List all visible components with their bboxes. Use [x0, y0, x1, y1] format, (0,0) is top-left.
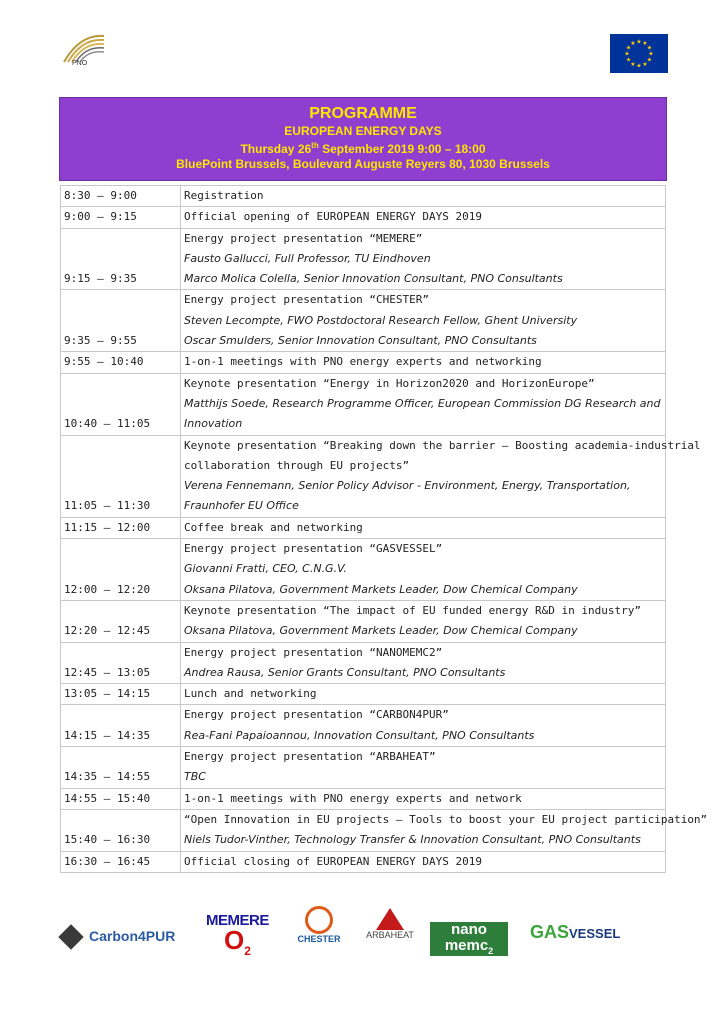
session-title: Energy project presentation “MEMERE”: [184, 231, 423, 245]
session-title: collaboration through EU projects”: [184, 458, 410, 472]
session-title: Registration: [184, 189, 264, 202]
schedule-description: [181, 851, 666, 872]
partner-logos: [0, 900, 720, 970]
eu-star-icon: ★: [642, 60, 648, 68]
schedule-time: 16:30 – 16:45: [61, 851, 181, 872]
schedule-description: [181, 705, 666, 747]
schedule-time: 13:05 – 14:15: [61, 684, 181, 705]
schedule-time: 9:35 – 9:55: [61, 290, 181, 352]
schedule-description: [181, 228, 666, 290]
schedule-time: 10:40 – 11:05: [61, 373, 181, 435]
schedule-description: [181, 352, 666, 373]
schedule-row: [61, 705, 666, 747]
speaker-line: Oksana Pilatova, Government Markets Leader, Dow Chemical Company: [184, 582, 578, 596]
speaker-line: Verena Fennemann, Senior Policy Advisor - Environment, Energy, Transportation,: [184, 479, 631, 493]
session-title: Lunch and networking: [184, 687, 317, 701]
speaker-line: Giovanni Fratti, CEO, C.N.G.V.: [184, 562, 347, 576]
speaker-line: Rea-Fani Papaioannou, Innovation Consultant, PNO Consultants: [184, 728, 535, 742]
carbon4pur-diamond-icon: [58, 925, 83, 950]
schedule-row: [61, 747, 666, 789]
eu-star-icon: ★: [630, 60, 636, 68]
schedule-description: [181, 517, 666, 538]
schedule-row: [61, 684, 666, 705]
eu-star-icon: ★: [625, 56, 632, 64]
schedule-time: 9:15 – 9:35: [61, 228, 181, 290]
schedule-description: [181, 290, 666, 352]
schedule-row: [61, 207, 666, 228]
schedule-description: [181, 207, 666, 228]
schedule-time: 14:15 – 14:35: [61, 705, 181, 747]
arbaheat-logo-text: ARBAHEAT: [366, 930, 414, 940]
session-title: Official opening of EUROPEAN ENERGY DAYS 2019: [184, 210, 483, 224]
speaker-line: TBC: [184, 770, 206, 784]
schedule-row: [61, 600, 666, 642]
session-title: Keynote presentation “The impact of EU funded energy R&D in industry”: [184, 603, 641, 617]
session-title: Energy project presentation “NANOMEMC2”: [184, 645, 443, 659]
session-title: 1-on-1 meetings with PNO energy experts and network: [184, 791, 522, 805]
carbon4pur-logo-text: Carbon4PUR: [89, 928, 176, 944]
vessel-text: VESSEL: [569, 926, 621, 941]
schedule-row: [61, 788, 666, 809]
session-title: Keynote presentation “Energy in Horizon2020 and HorizonEurope”: [184, 376, 595, 390]
session-title: Energy project presentation “CARBON4PUR”: [184, 708, 449, 722]
memere-logo-text: MEMERE: [206, 912, 269, 929]
schedule-row: [61, 435, 666, 517]
schedule-row: [61, 851, 666, 872]
memere-logo: [206, 912, 272, 962]
session-title: Energy project presentation “ARBAHEAT”: [184, 750, 436, 764]
session-title: Official closing of EUROPEAN ENERGY DAYS 2019: [184, 854, 483, 868]
eu-star-icon: ★: [646, 44, 653, 52]
schedule-time: 14:55 – 15:40: [61, 788, 181, 809]
memere-o-text: O: [224, 925, 245, 955]
schedule-description: [181, 747, 666, 789]
schedule-time: 8:30 – 9:00: [61, 186, 181, 207]
eu-star-icon: ★: [625, 44, 632, 52]
nanomemc2-logo: [430, 922, 508, 956]
pno-logo-text: PNO: [72, 60, 88, 67]
speaker-line: Oscar Smulders, Senior Innovation Consultant, PNO Consultants: [184, 334, 537, 348]
speaker-line: Niels Tudor-Vinther, Technology Transfer & Innovation Consultant, PNO Consultants: [184, 833, 641, 847]
session-title: Energy project presentation “CHESTER”: [184, 293, 430, 307]
schedule-description: [181, 788, 666, 809]
speaker-line: Andrea Rausa, Senior Grants Consultant, PNO Consultants: [184, 665, 506, 679]
schedule-description: [181, 435, 701, 517]
nano-top-text: nano: [451, 921, 487, 938]
eu-stars-icon: [610, 34, 668, 73]
schedule-description: [181, 186, 666, 207]
eu-star-icon: ★: [642, 40, 648, 48]
eu-star-icon: ★: [624, 50, 630, 58]
schedule-time: 11:15 – 12:00: [61, 517, 181, 538]
date-prefix: Thursday 26: [240, 142, 312, 156]
session-title: Coffee break and networking: [184, 520, 363, 534]
nano-sub-text: 2: [488, 946, 494, 956]
session-title: Keynote presentation “Breaking down the barrier – Boosting academia-industrial: [184, 438, 701, 452]
session-title: Energy project presentation “GASVESSEL”: [184, 542, 443, 556]
programme-title: PROGRAMME: [309, 105, 417, 122]
eu-star-icon: ★: [630, 40, 636, 48]
schedule-time: 9:55 – 10:40: [61, 352, 181, 373]
speaker-line: Fraunhofer EU Office: [184, 499, 299, 513]
event-date: [60, 138, 666, 157]
schedule-time: 15:40 – 16:30: [61, 809, 181, 851]
schedule-row: [61, 517, 666, 538]
schedule-row: [61, 228, 666, 290]
schedule-time: 12:00 – 12:20: [61, 539, 181, 601]
programme-banner: [59, 97, 667, 181]
date-rest: September 2019 9:00 – 18:00: [318, 142, 486, 156]
event-title: EUROPEAN ENERGY DAYS: [284, 124, 442, 138]
eu-star-icon: ★: [636, 62, 642, 70]
arbaheat-logo: [360, 908, 420, 940]
eu-star-icon: ★: [636, 38, 642, 46]
schedule-time: 14:35 – 14:55: [61, 747, 181, 789]
pno-logo: [60, 32, 108, 76]
memere-sub-text: 2: [244, 944, 251, 959]
schedule-description: [181, 600, 666, 642]
schedule-row: [61, 290, 666, 352]
chester-logo: [296, 906, 342, 944]
schedule-row: [61, 352, 666, 373]
session-title: 1-on-1 meetings with PNO energy experts and networking: [184, 355, 542, 369]
carbon4pur-logo: [62, 928, 175, 946]
chester-circle-icon: [305, 906, 333, 934]
speaker-line: Oksana Pilatova, Government Markets Leader, Dow Chemical Company: [184, 624, 578, 638]
schedule-description: [181, 539, 666, 601]
memere-o2: [224, 925, 272, 962]
schedule-row: [61, 539, 666, 601]
eu-star-icon: ★: [648, 50, 654, 58]
schedule-description: [181, 373, 666, 435]
schedule-row: [61, 642, 666, 684]
date-suffix: th: [311, 141, 319, 150]
schedule-row: [61, 809, 666, 851]
schedule-description: [181, 684, 666, 705]
nano-bottom-text: memc: [444, 937, 489, 954]
speaker-line: Innovation: [184, 417, 243, 431]
schedule-description: [181, 809, 708, 851]
speaker-line: Marco Molica Colella, Senior Innovation Consultant, PNO Consultants: [184, 272, 563, 286]
schedule-time: 11:05 – 11:30: [61, 435, 181, 517]
schedule-row: [61, 373, 666, 435]
gasvessel-logo: [530, 922, 620, 943]
schedule-time: 12:20 – 12:45: [61, 600, 181, 642]
arbaheat-flame-icon: [376, 908, 404, 930]
event-venue: BluePoint Brussels, Boulevard Auguste Reyers 80, 1030 Brussels: [176, 157, 550, 171]
schedule-row: [61, 186, 666, 207]
schedule-time: 12:45 – 13:05: [61, 642, 181, 684]
schedule-time: 9:00 – 9:15: [61, 207, 181, 228]
chester-logo-text: CHESTER: [297, 934, 341, 944]
speaker-line: Matthijs Soede, Research Programme Officer, European Commission DG Research and: [184, 396, 661, 410]
schedule-description: [181, 642, 666, 684]
schedule-table: [60, 185, 708, 873]
speaker-line: Fausto Gallucci, Full Professor, TU Eindhoven: [184, 251, 431, 265]
gas-text: GAS: [530, 922, 570, 942]
speaker-line: Steven Lecompte, FWO Postdoctoral Research Fellow, Ghent University: [184, 313, 578, 327]
session-title: “Open Innovation in EU projects – Tools to boost your EU project participation”: [184, 812, 708, 826]
eu-star-icon: ★: [646, 56, 653, 64]
eu-flag-icon: [610, 34, 668, 73]
